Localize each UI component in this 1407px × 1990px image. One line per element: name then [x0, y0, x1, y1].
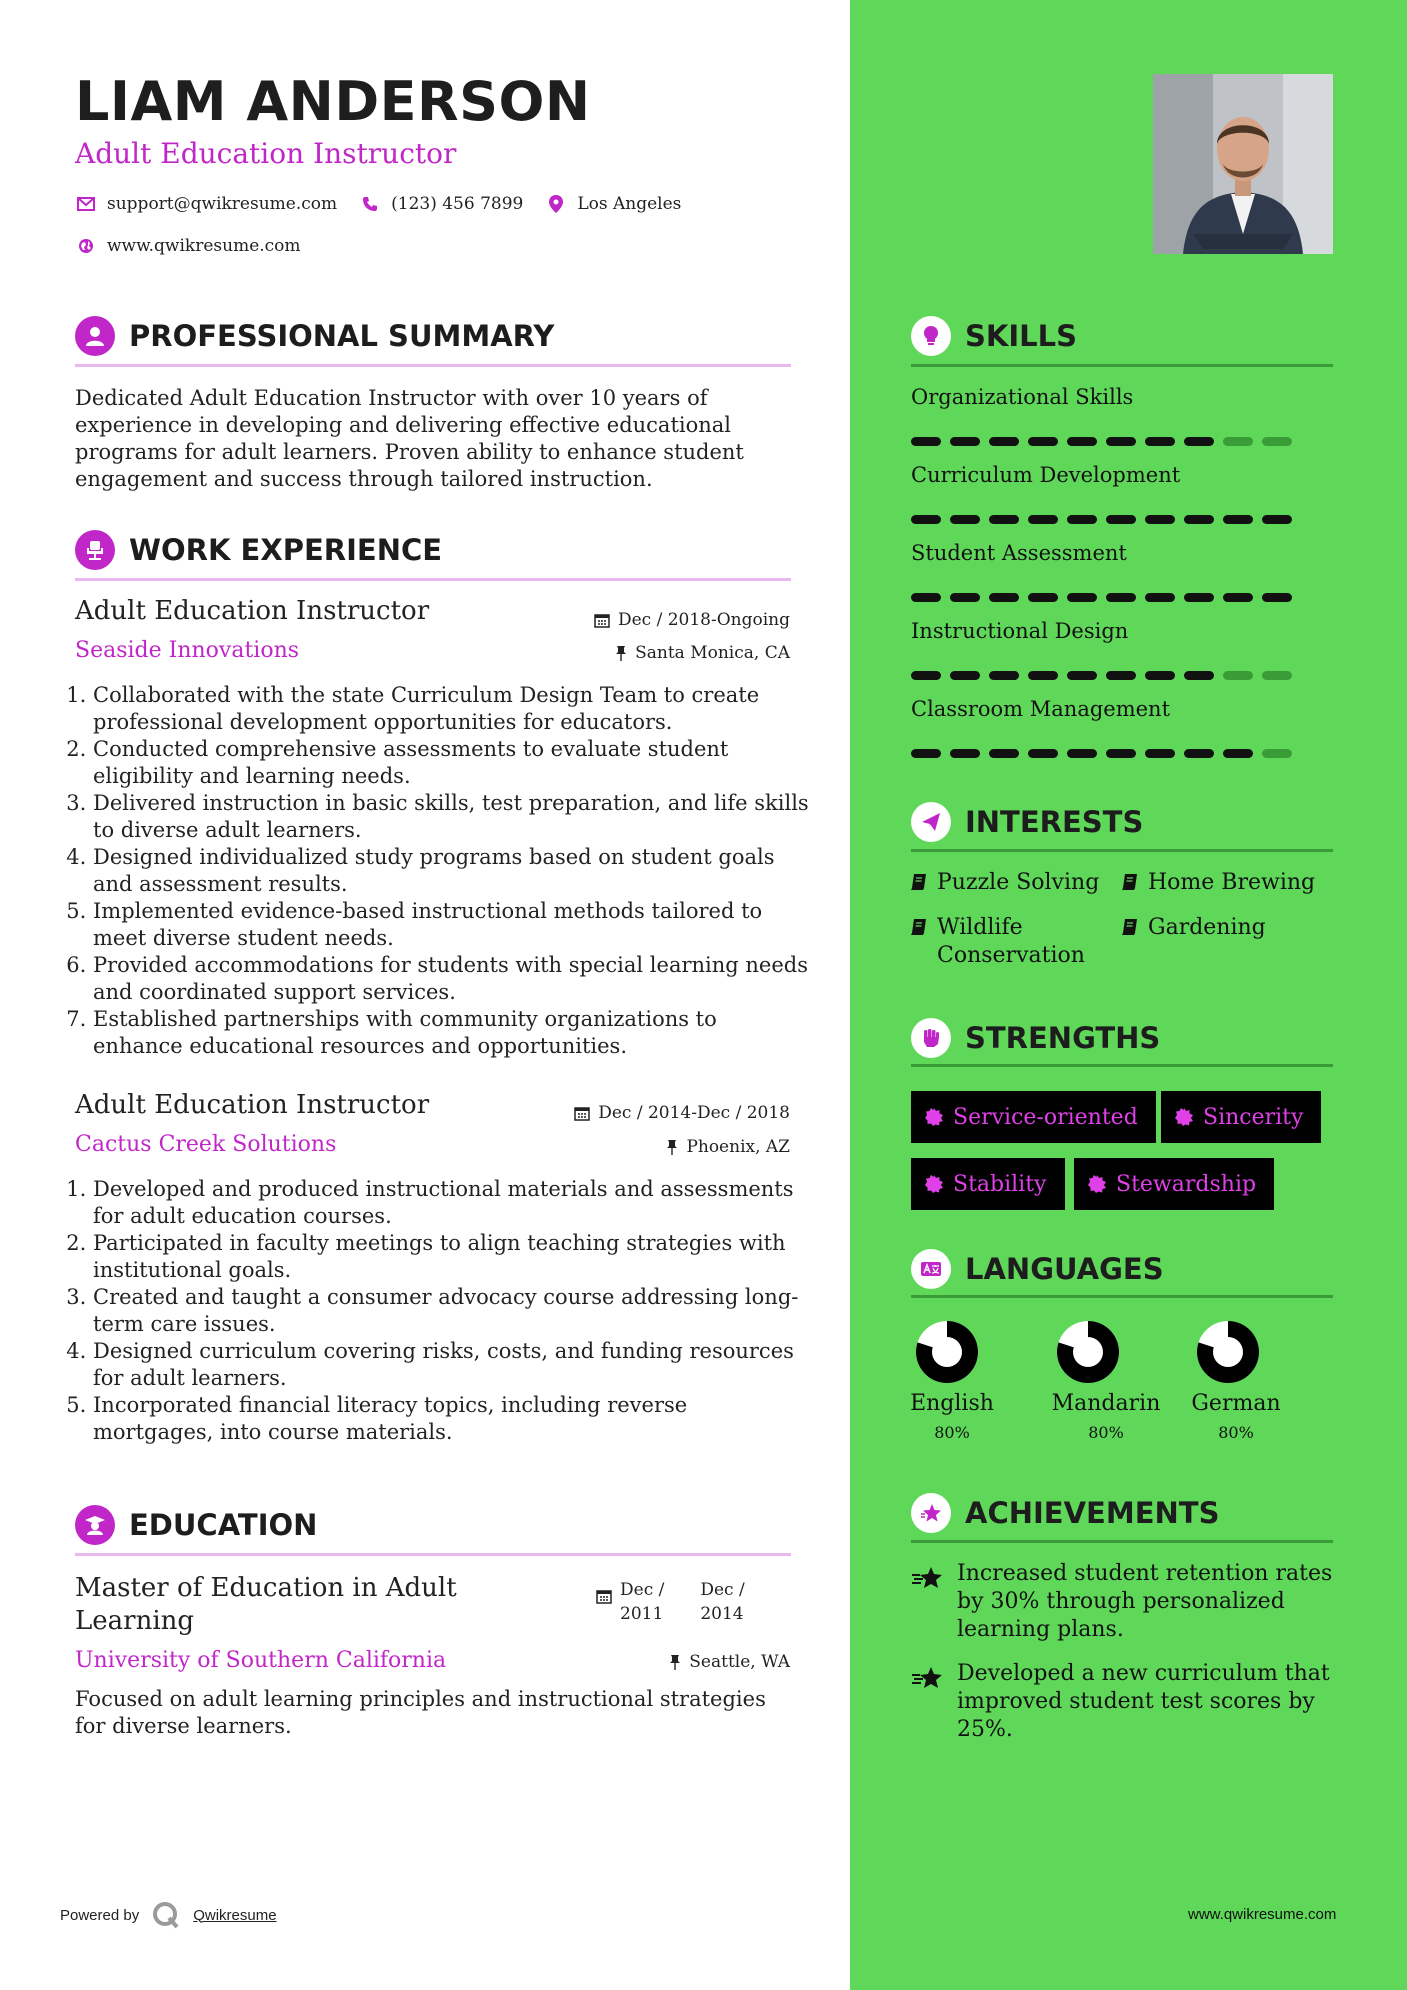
strength-badge: Stewardship — [1074, 1158, 1274, 1210]
rating-dot-filled — [1106, 593, 1136, 602]
rating-dot-filled — [1028, 515, 1058, 524]
rating-dot-filled — [1028, 437, 1058, 446]
languages-divider — [911, 1295, 1333, 1298]
badge-star-icon — [925, 1108, 943, 1126]
experience-divider — [75, 578, 791, 581]
education-heading: EDUCATION — [129, 1508, 318, 1542]
interest-item: Gardening — [1122, 914, 1333, 942]
map-pin-icon — [545, 193, 567, 215]
job-location: Santa Monica, CA — [615, 643, 790, 663]
interests-heading: INTERESTS — [965, 805, 1144, 839]
rating-dot-filled — [911, 437, 941, 446]
badge-star-icon — [1088, 1175, 1106, 1193]
job-location: Phoenix, AZ — [666, 1137, 790, 1157]
qwikresume-logo-icon — [151, 1900, 181, 1930]
language-ring — [1057, 1321, 1119, 1383]
rating-dot-filled — [1067, 515, 1097, 524]
rating-dot-filled — [1262, 515, 1292, 524]
website-row — [75, 235, 301, 257]
language-percent: 80% — [1088, 1423, 1124, 1442]
language-percent: 80% — [1218, 1423, 1254, 1442]
graduate-icon — [75, 1505, 115, 1545]
languages-header — [911, 1249, 1164, 1289]
rating-dot-filled — [911, 515, 941, 524]
ring-hole — [932, 1337, 962, 1367]
rating-dot-filled — [1145, 671, 1175, 680]
skill-rating — [911, 515, 1292, 524]
book-icon — [1122, 873, 1138, 891]
list-item: 5. Incorporated financial literacy topics, including reverse mortgages, into course materials. — [93, 1392, 813, 1446]
education-divider — [75, 1553, 791, 1556]
rating-dot-filled — [1223, 593, 1253, 602]
pushpin-icon — [615, 645, 627, 661]
achievements-heading: ACHIEVEMENTS — [965, 1496, 1220, 1530]
rating-dot-filled — [1145, 593, 1175, 602]
contact-row — [75, 193, 681, 215]
shooting-star-icon — [911, 1666, 943, 1690]
company-name: Seaside Innovations — [75, 638, 300, 663]
skill-rating — [911, 749, 1292, 758]
rating-dot-filled — [1067, 671, 1097, 680]
rating-dot-filled — [1223, 749, 1253, 758]
book-icon — [1122, 918, 1138, 936]
rating-dot-filled — [950, 437, 980, 446]
list-item: 4. Designed curriculum covering risks, costs, and funding resources for adult learners. — [93, 1338, 813, 1392]
experience-header — [75, 530, 442, 570]
list-item: 1. Developed and produced instructional materials and assessments for adult education courses. — [93, 1176, 813, 1230]
rating-dot-filled — [1184, 593, 1214, 602]
summary-heading: PROFESSIONAL SUMMARY — [129, 319, 555, 353]
website-link[interactable]: www.qwikresume.com — [107, 236, 301, 256]
skill-rating — [911, 437, 1292, 446]
strengths-divider — [911, 1064, 1333, 1067]
rating-dot-filled — [1145, 515, 1175, 524]
job-dates: Dec / 2018-Ongoing — [594, 610, 790, 630]
rating-dot-filled — [1184, 749, 1214, 758]
language-name: German — [1191, 1391, 1281, 1416]
skill-rating — [911, 671, 1292, 680]
rating-dot-filled — [1145, 437, 1175, 446]
interest-item: Home Brewing — [1122, 869, 1333, 897]
list-item: 2. Participated in faculty meetings to align teaching strategies with institutional goals. — [93, 1230, 813, 1284]
book-icon — [911, 918, 927, 936]
footer-branding — [60, 1900, 277, 1930]
list-item: 7. Established partnerships with community organizations to enhance educational resources and opportunities. — [93, 1006, 813, 1060]
list-item: 3. Created and taught a consumer advocacy course addressing long-term care issues. — [93, 1284, 813, 1338]
job-bullets — [75, 682, 813, 1060]
education-description: Focused on adult learning principles and instructional strategies for diverse learners. — [75, 1687, 766, 1738]
strengths-header — [911, 1018, 1160, 1058]
list-item: 4. Designed individualized study programs based on student goals and assessment results. — [93, 844, 813, 898]
list-item: 1. Collaborated with the state Curriculum Design Team to create professional development opportunities for educators. — [93, 682, 813, 736]
rating-dot-filled — [1223, 515, 1253, 524]
skill-name: Curriculum Development — [911, 463, 1181, 487]
rating-dot-filled — [989, 749, 1019, 758]
candidate-title: Adult Education Instructor — [75, 137, 457, 170]
job-title: Adult Education Instructor — [75, 596, 430, 626]
rating-dot-filled — [950, 593, 980, 602]
interest-item: Puzzle Solving — [911, 869, 1111, 897]
raised-fist-icon — [911, 1018, 951, 1058]
lightbulb-icon — [911, 316, 951, 356]
skill-name: Student Assessment — [911, 541, 1127, 565]
skill-name: Instructional Design — [911, 619, 1129, 643]
calendar-icon — [594, 612, 610, 628]
rating-dot-filled — [950, 671, 980, 680]
badge-star-icon — [925, 1175, 943, 1193]
profile-photo — [1153, 74, 1333, 254]
calendar-icon — [596, 1588, 612, 1604]
rating-dot-filled — [1028, 593, 1058, 602]
rating-dot-filled — [911, 749, 941, 758]
skill-name: Organizational Skills — [911, 385, 1134, 409]
rating-dot-filled — [1067, 593, 1097, 602]
achievements-header — [911, 1493, 1219, 1533]
list-item: 2. Conducted comprehensive assessments to evaluate student eligibility and learning needs. — [93, 736, 813, 790]
rating-dot-filled — [989, 593, 1019, 602]
skills-divider — [911, 364, 1333, 367]
education-dates: Dec / 2011 Dec / 2014 — [596, 1578, 745, 1626]
phone-icon — [359, 193, 381, 215]
candidate-name: LIAM ANDERSON — [75, 70, 591, 133]
skills-heading: SKILLS — [965, 319, 1077, 353]
globe-icon — [75, 235, 97, 257]
rating-dot-filled — [1184, 515, 1214, 524]
achievement-item: Developed a new curriculum that improved student test scores by 25%. — [911, 1660, 1333, 1744]
rating-dot-filled — [1067, 749, 1097, 758]
rating-dot-empty — [1262, 671, 1292, 680]
pushpin-icon — [669, 1654, 681, 1670]
language-name: English — [910, 1391, 994, 1416]
list-item: 3. Delivered instruction in basic skills, test preparation, and life skills to diverse adult learners. — [93, 790, 813, 844]
rating-dot-empty — [1223, 671, 1253, 680]
job-title: Adult Education Instructor — [75, 1090, 430, 1120]
language-percent: 80% — [934, 1423, 970, 1442]
location-text: Los Angeles — [577, 194, 682, 214]
rating-dot-filled — [1106, 437, 1136, 446]
paper-plane-icon — [911, 802, 951, 842]
rating-dot-filled — [1106, 671, 1136, 680]
powered-by-text: Powered by — [60, 1906, 140, 1924]
shooting-star-icon — [911, 1566, 943, 1590]
ring-hole — [1073, 1337, 1103, 1367]
language-ring — [916, 1321, 978, 1383]
degree-title: Master of Education in Adult Learning — [75, 1573, 457, 1636]
language-ring — [1197, 1321, 1259, 1383]
pushpin-icon — [666, 1139, 678, 1155]
rating-dot-filled — [950, 515, 980, 524]
strength-badge: Sincerity — [1161, 1091, 1321, 1143]
rating-dot-filled — [1106, 749, 1136, 758]
list-item: 5. Implemented evidence-based instructional methods tailored to meet diverse student needs. — [93, 898, 813, 952]
school-name: University of Southern California — [75, 1648, 447, 1673]
rating-dot-filled — [911, 671, 941, 680]
education-header — [75, 1505, 317, 1545]
list-item: 6. Provided accommodations for students with special learning needs and coordinated support services. — [93, 952, 813, 1006]
strength-badge: Stability — [911, 1158, 1065, 1210]
job-bullets — [75, 1176, 813, 1446]
rating-dot-filled — [1028, 671, 1058, 680]
user-icon — [75, 316, 115, 356]
rating-dot-empty — [1223, 437, 1253, 446]
rating-dot-filled — [989, 437, 1019, 446]
strength-badge: Service-oriented — [911, 1091, 1156, 1143]
achievement-item: Increased student retention rates by 30% through personalized learning plans. — [911, 1560, 1333, 1644]
rating-dot-filled — [950, 749, 980, 758]
footer-site-link[interactable]: www.qwikresume.com — [1188, 1906, 1337, 1923]
skill-rating — [911, 593, 1292, 602]
skills-header — [911, 316, 1077, 356]
achievements-divider — [911, 1540, 1333, 1543]
rating-dot-empty — [1262, 749, 1292, 758]
rating-dot-filled — [1028, 749, 1058, 758]
office-chair-icon — [75, 530, 115, 570]
book-icon — [911, 873, 927, 891]
rating-dot-filled — [1106, 515, 1136, 524]
phone-number[interactable]: (123) 456 7899 — [391, 194, 524, 214]
strengths-heading: STRENGTHS — [965, 1021, 1161, 1055]
badge-star-icon — [1175, 1108, 1193, 1126]
summary-header — [75, 316, 554, 356]
translate-icon — [911, 1249, 951, 1289]
job-dates: Dec / 2014-Dec / 2018 — [574, 1103, 790, 1123]
rating-dot-filled — [1145, 749, 1175, 758]
summary-divider — [75, 364, 791, 367]
email-link[interactable]: support@qwikresume.com — [107, 194, 338, 214]
rating-dot-filled — [1262, 593, 1292, 602]
medal-star-icon — [911, 1493, 951, 1533]
rating-dot-filled — [911, 593, 941, 602]
rating-dot-filled — [989, 515, 1019, 524]
ring-hole — [1213, 1337, 1243, 1367]
language-name: Mandarin — [1051, 1391, 1161, 1416]
education-location: Seattle, WA — [669, 1652, 790, 1672]
experience-heading: WORK EXPERIENCE — [129, 533, 443, 567]
interests-divider — [911, 849, 1333, 852]
rating-dot-filled — [1184, 671, 1214, 680]
envelope-icon — [75, 193, 97, 215]
rating-dot-filled — [1067, 437, 1097, 446]
interest-item: Wildlife Conservation — [911, 914, 1111, 970]
languages-heading: LANGUAGES — [965, 1252, 1164, 1286]
brand-link[interactable]: Qwikresume — [193, 1906, 277, 1924]
calendar-icon — [574, 1105, 590, 1121]
rating-dot-empty — [1262, 437, 1292, 446]
rating-dot-filled — [1184, 437, 1214, 446]
interests-header — [911, 802, 1143, 842]
skill-name: Classroom Management — [911, 697, 1171, 721]
summary-text: Dedicated Adult Education Instructor with over 10 years of experience in developing and delivering effective educational programs for adult learners. Proven ability to enhance student engagement and success through tailored instruction. — [75, 386, 744, 491]
rating-dot-filled — [989, 671, 1019, 680]
company-name: Cactus Creek Solutions — [75, 1132, 337, 1157]
